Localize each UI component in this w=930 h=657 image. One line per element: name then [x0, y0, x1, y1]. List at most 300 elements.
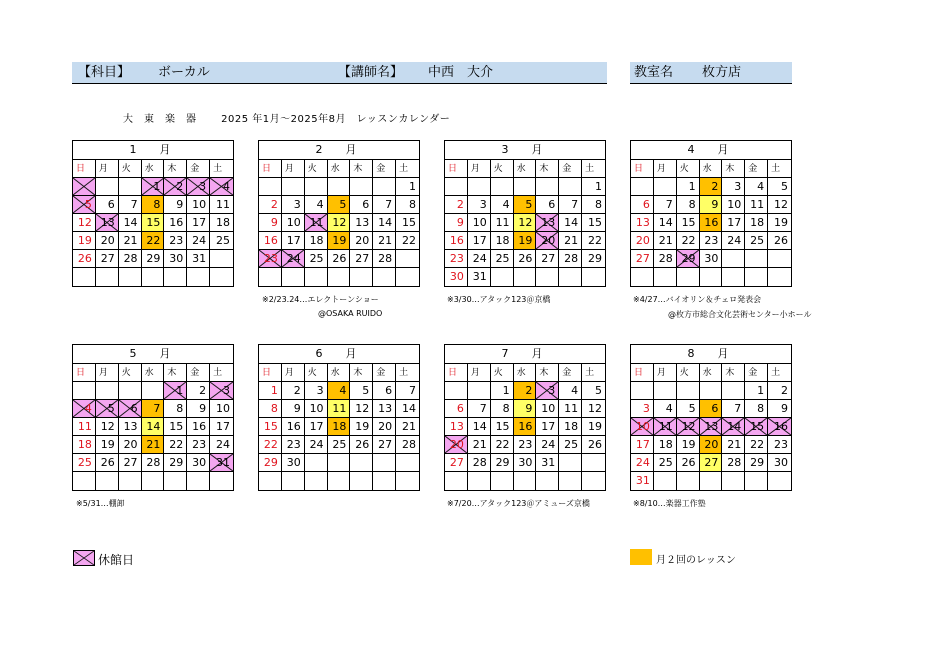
day-number: 24 [472, 252, 487, 265]
day-cell [187, 214, 210, 232]
day-number: 16 [449, 234, 464, 247]
room-band [630, 62, 792, 84]
day-cell [259, 178, 282, 196]
weekday-header: 月 [468, 364, 491, 382]
day-number: 25 [564, 438, 579, 451]
day-cell [745, 436, 768, 454]
day-number: 7 [665, 198, 673, 211]
day-number: 7 [153, 402, 161, 415]
day-number: 10 [192, 198, 207, 211]
day-cell [282, 268, 305, 286]
day-cell [745, 250, 768, 268]
closed-day-cell [119, 400, 142, 418]
weekday-header: 月 [654, 160, 677, 178]
day-number: 18 [564, 420, 579, 433]
day-cell [96, 454, 119, 472]
month-title: 6 月 [259, 345, 419, 364]
day-cell [373, 232, 396, 250]
day-cell [582, 196, 605, 214]
day-number: 9 [176, 198, 184, 211]
day-cell [119, 418, 142, 436]
day-cell [73, 214, 96, 232]
day-cell [373, 400, 396, 418]
day-number: 4 [339, 384, 347, 397]
day-cell [536, 454, 559, 472]
day-cell [631, 232, 654, 250]
day-number: 22 [588, 234, 602, 247]
day-number: 19 [332, 234, 347, 247]
day-cell [210, 400, 233, 418]
weekday-header: 火 [119, 364, 142, 382]
day-cell [468, 232, 491, 250]
day-number: 6 [456, 402, 464, 415]
day-number: 17 [192, 216, 207, 229]
day-number: 7 [409, 384, 416, 397]
day-cell [536, 250, 559, 268]
day-cell [305, 472, 328, 490]
weekday-header: 木 [164, 364, 187, 382]
day-cell [677, 472, 700, 490]
day-cell [745, 382, 768, 400]
day-number: 21 [564, 234, 579, 247]
day-cell [491, 454, 514, 472]
lesson-day-cell [514, 232, 537, 250]
day-number: 30 [774, 456, 788, 469]
day-number: 29 [750, 456, 765, 469]
day-number: 11 [309, 216, 324, 229]
day-cell [142, 454, 165, 472]
day-cell [722, 250, 745, 268]
day-cell [745, 214, 768, 232]
day-cell [677, 436, 700, 454]
closed-day-cell [210, 382, 233, 400]
day-cell [396, 250, 419, 268]
day-cell [768, 178, 791, 196]
day-cell [722, 436, 745, 454]
legend-lesson-swatch [630, 549, 652, 565]
month-grid [445, 364, 605, 490]
day-cell [305, 418, 328, 436]
day-number: 11 [658, 420, 673, 433]
day-number: 2 [711, 180, 719, 193]
legend-closed-label: 休館日 [98, 553, 135, 567]
day-cell [631, 196, 654, 214]
day-cell [468, 178, 491, 196]
weekday-header: 水 [142, 364, 165, 382]
day-number: 31 [635, 474, 650, 487]
day-number: 22 [402, 234, 416, 247]
month-calendar [258, 344, 420, 491]
day-number: 25 [77, 456, 92, 469]
day-number: 17 [727, 216, 742, 229]
day-cell [631, 400, 654, 418]
day-number: 29 [146, 252, 161, 265]
day-number: 19 [774, 216, 788, 229]
day-cell [210, 472, 233, 490]
day-number: 1 [176, 384, 184, 397]
day-number: 11 [216, 198, 230, 211]
day-cell [677, 196, 700, 214]
day-number: 25 [309, 252, 324, 265]
day-cell [350, 400, 373, 418]
lesson-day-cell [514, 196, 537, 214]
day-cell [350, 250, 373, 268]
day-number: 20 [378, 420, 393, 433]
weekday-header: 火 [491, 364, 514, 382]
weekday-header: 火 [305, 160, 328, 178]
day-cell [582, 214, 605, 232]
lesson-day-cell [328, 214, 351, 232]
day-number: 18 [216, 216, 230, 229]
day-number: 20 [355, 234, 370, 247]
closed-day-cell [677, 418, 700, 436]
day-number: 8 [757, 402, 765, 415]
day-number: 5 [84, 198, 92, 211]
closed-day-cell [536, 232, 559, 250]
day-number: 16 [518, 420, 533, 433]
day-number: 1 [688, 180, 696, 193]
day-cell [305, 178, 328, 196]
weekday-header: 月 [468, 160, 491, 178]
day-number: 28 [658, 252, 673, 265]
day-number: 10 [472, 216, 487, 229]
day-number: 6 [711, 402, 719, 415]
day-cell [164, 418, 187, 436]
day-cell [536, 400, 559, 418]
day-cell [468, 400, 491, 418]
day-number: 24 [727, 234, 742, 247]
day-cell [445, 418, 468, 436]
day-number: 1 [409, 180, 416, 193]
day-number: 23 [704, 234, 719, 247]
day-cell [305, 436, 328, 454]
day-number: 6 [107, 198, 115, 211]
day-number: 15 [495, 420, 510, 433]
day-cell [536, 436, 559, 454]
day-cell [745, 472, 768, 490]
day-number: 30 [518, 456, 533, 469]
day-number: 16 [192, 420, 207, 433]
day-number: 24 [216, 438, 230, 451]
day-cell [187, 400, 210, 418]
day-cell [677, 178, 700, 196]
lesson-day-cell [142, 418, 165, 436]
day-cell [491, 436, 514, 454]
month-title: 7 月 [445, 345, 605, 364]
day-number: 27 [123, 456, 138, 469]
day-number: 17 [635, 438, 650, 451]
day-number: 1 [270, 384, 278, 397]
day-cell [119, 382, 142, 400]
day-number: 15 [169, 420, 184, 433]
day-cell [73, 418, 96, 436]
day-number: 13 [704, 420, 719, 433]
day-cell [396, 400, 419, 418]
day-cell [559, 400, 582, 418]
day-cell [282, 472, 305, 490]
day-number: 26 [774, 234, 788, 247]
day-cell [350, 178, 373, 196]
day-cell [536, 472, 559, 490]
day-number: 4 [571, 384, 579, 397]
legend-lesson-label: 月２回のレッスン [656, 555, 736, 566]
day-number: 15 [681, 216, 696, 229]
day-number: 6 [385, 384, 393, 397]
weekday-header: 日 [259, 364, 282, 382]
day-number: 14 [378, 216, 393, 229]
day-number: 11 [77, 420, 92, 433]
lesson-day-cell [700, 196, 723, 214]
day-cell [373, 268, 396, 286]
day-cell [745, 454, 768, 472]
day-cell [164, 214, 187, 232]
day-cell [491, 472, 514, 490]
day-number: 28 [472, 456, 487, 469]
day-cell [654, 214, 677, 232]
day-cell [73, 250, 96, 268]
weekday-header: 日 [631, 160, 654, 178]
lesson-day-cell [700, 400, 723, 418]
day-cell [187, 196, 210, 214]
day-number: 23 [169, 234, 184, 247]
note-feb-2: @OSAKA RUIDO [318, 309, 383, 318]
day-number: 19 [77, 234, 92, 247]
day-cell [350, 418, 373, 436]
day-number: 3 [293, 198, 301, 211]
day-cell [768, 400, 791, 418]
day-number: 31 [192, 252, 207, 265]
day-cell [164, 454, 187, 472]
day-number: 14 [402, 402, 416, 415]
note-apr-2: @枚方市総合文化芸術センター小ホール [668, 310, 812, 319]
day-number: 1 [757, 384, 765, 397]
day-cell [373, 382, 396, 400]
day-number: 25 [216, 234, 230, 247]
day-number: 30 [192, 456, 207, 469]
day-cell [631, 436, 654, 454]
month-title: 1 月 [73, 141, 233, 160]
weekday-header: 水 [142, 160, 165, 178]
closed-day-cell [210, 178, 233, 196]
day-number: 19 [518, 234, 533, 247]
day-number: 15 [750, 420, 765, 433]
day-number: 30 [169, 252, 184, 265]
day-cell [73, 232, 96, 250]
day-cell [745, 268, 768, 286]
day-number: 8 [688, 198, 696, 211]
day-cell [259, 436, 282, 454]
day-cell [677, 232, 700, 250]
day-cell [96, 382, 119, 400]
day-number: 18 [658, 438, 673, 451]
day-number: 8 [409, 198, 416, 211]
day-number: 25 [658, 456, 673, 469]
day-number: 11 [332, 402, 347, 415]
day-cell [259, 418, 282, 436]
weekday-header: 月 [282, 160, 305, 178]
note-mar-1: ※3/30…アタック123＠京橋 [447, 295, 551, 304]
day-cell [187, 454, 210, 472]
day-number: 27 [704, 456, 719, 469]
day-number: 13 [635, 216, 650, 229]
day-cell [700, 232, 723, 250]
closed-day-cell [164, 382, 187, 400]
day-number: 5 [688, 402, 696, 415]
day-cell [631, 214, 654, 232]
closed-day-cell [96, 214, 119, 232]
month-grid [631, 364, 791, 490]
day-cell [745, 178, 768, 196]
day-cell [559, 418, 582, 436]
day-number: 30 [286, 456, 301, 469]
day-number: 9 [199, 402, 207, 415]
day-cell [700, 382, 723, 400]
day-number: 12 [774, 198, 788, 211]
day-cell [373, 196, 396, 214]
day-cell [468, 214, 491, 232]
day-number: 28 [727, 456, 742, 469]
lesson-day-cell [142, 436, 165, 454]
day-cell [350, 382, 373, 400]
day-cell [654, 250, 677, 268]
day-number: 20 [123, 438, 138, 451]
day-number: 31 [216, 456, 230, 469]
day-number: 8 [502, 402, 510, 415]
day-cell [491, 400, 514, 418]
day-cell [73, 268, 96, 286]
weekday-header: 月 [282, 364, 305, 382]
day-number: 25 [332, 438, 347, 451]
day-cell [677, 268, 700, 286]
day-cell [328, 268, 351, 286]
day-cell [210, 268, 233, 286]
weekday-header: 水 [514, 160, 537, 178]
weekday-header: 火 [491, 160, 514, 178]
day-number: 5 [339, 198, 347, 211]
day-cell [373, 250, 396, 268]
subject-label: 【科目】 [78, 65, 131, 80]
day-number: 28 [564, 252, 579, 265]
day-number: 27 [355, 252, 370, 265]
day-number: 27 [635, 252, 650, 265]
day-number: 21 [472, 438, 487, 451]
day-cell [700, 268, 723, 286]
day-cell [722, 454, 745, 472]
day-number: 23 [192, 438, 207, 451]
day-number: 7 [571, 198, 579, 211]
day-number: 16 [774, 420, 788, 433]
weekday-header: 月 [96, 160, 119, 178]
day-number: 9 [270, 216, 278, 229]
day-cell [210, 436, 233, 454]
day-cell [722, 232, 745, 250]
day-cell [536, 268, 559, 286]
day-number: 4 [84, 402, 92, 415]
day-number: 25 [750, 234, 765, 247]
day-number: 13 [378, 402, 393, 415]
day-number: 12 [332, 216, 347, 229]
note-aug-1: ※8/10…楽器工作塾 [633, 499, 706, 508]
weekday-header: 金 [187, 160, 210, 178]
lesson-day-cell [142, 232, 165, 250]
day-number: 20 [449, 438, 464, 451]
closed-day-cell [73, 400, 96, 418]
day-number: 17 [286, 234, 301, 247]
day-number: 24 [635, 456, 650, 469]
day-cell [768, 454, 791, 472]
month-grid [259, 364, 419, 490]
day-cell [282, 214, 305, 232]
day-number: 28 [378, 252, 393, 265]
day-cell [305, 454, 328, 472]
day-number: 31 [541, 456, 556, 469]
month-grid [631, 160, 791, 286]
day-cell [305, 382, 328, 400]
weekday-header: 日 [445, 160, 468, 178]
weekday-header: 土 [210, 160, 233, 178]
day-cell [328, 472, 351, 490]
weekday-header: 火 [677, 364, 700, 382]
day-number: 27 [100, 252, 115, 265]
day-number: 23 [518, 438, 533, 451]
day-cell [722, 196, 745, 214]
closed-day-cell [700, 418, 723, 436]
subject-value: ボーカル [158, 65, 210, 80]
day-cell [491, 268, 514, 286]
day-number: 25 [495, 252, 510, 265]
day-cell [396, 196, 419, 214]
day-number: 13 [100, 216, 115, 229]
day-number: 18 [495, 234, 510, 247]
day-cell [396, 418, 419, 436]
weekday-header: 木 [350, 364, 373, 382]
closed-day-cell [536, 382, 559, 400]
day-cell [119, 250, 142, 268]
day-number: 23 [263, 252, 278, 265]
day-cell [582, 232, 605, 250]
day-cell [328, 454, 351, 472]
day-cell [722, 178, 745, 196]
day-number: 19 [681, 438, 696, 451]
day-number: 8 [595, 198, 602, 211]
month-grid [259, 160, 419, 286]
day-number: 5 [525, 198, 533, 211]
weekday-header: 日 [73, 364, 96, 382]
day-number: 13 [541, 216, 556, 229]
day-cell [722, 268, 745, 286]
day-number: 3 [199, 180, 207, 193]
weekday-header: 金 [559, 160, 582, 178]
day-number: 8 [153, 198, 161, 211]
day-number: 12 [518, 216, 533, 229]
closed-day-cell [73, 178, 96, 196]
month-grid [445, 160, 605, 286]
day-cell [722, 382, 745, 400]
day-number: 4 [757, 180, 765, 193]
day-cell [142, 250, 165, 268]
weekday-header: 土 [768, 364, 791, 382]
day-cell [73, 382, 96, 400]
day-cell [96, 250, 119, 268]
day-cell [468, 382, 491, 400]
day-number: 28 [123, 252, 138, 265]
day-cell [187, 268, 210, 286]
day-cell [491, 382, 514, 400]
day-number: 6 [130, 402, 138, 415]
closed-day-cell [305, 214, 328, 232]
day-cell [582, 382, 605, 400]
day-cell [559, 268, 582, 286]
